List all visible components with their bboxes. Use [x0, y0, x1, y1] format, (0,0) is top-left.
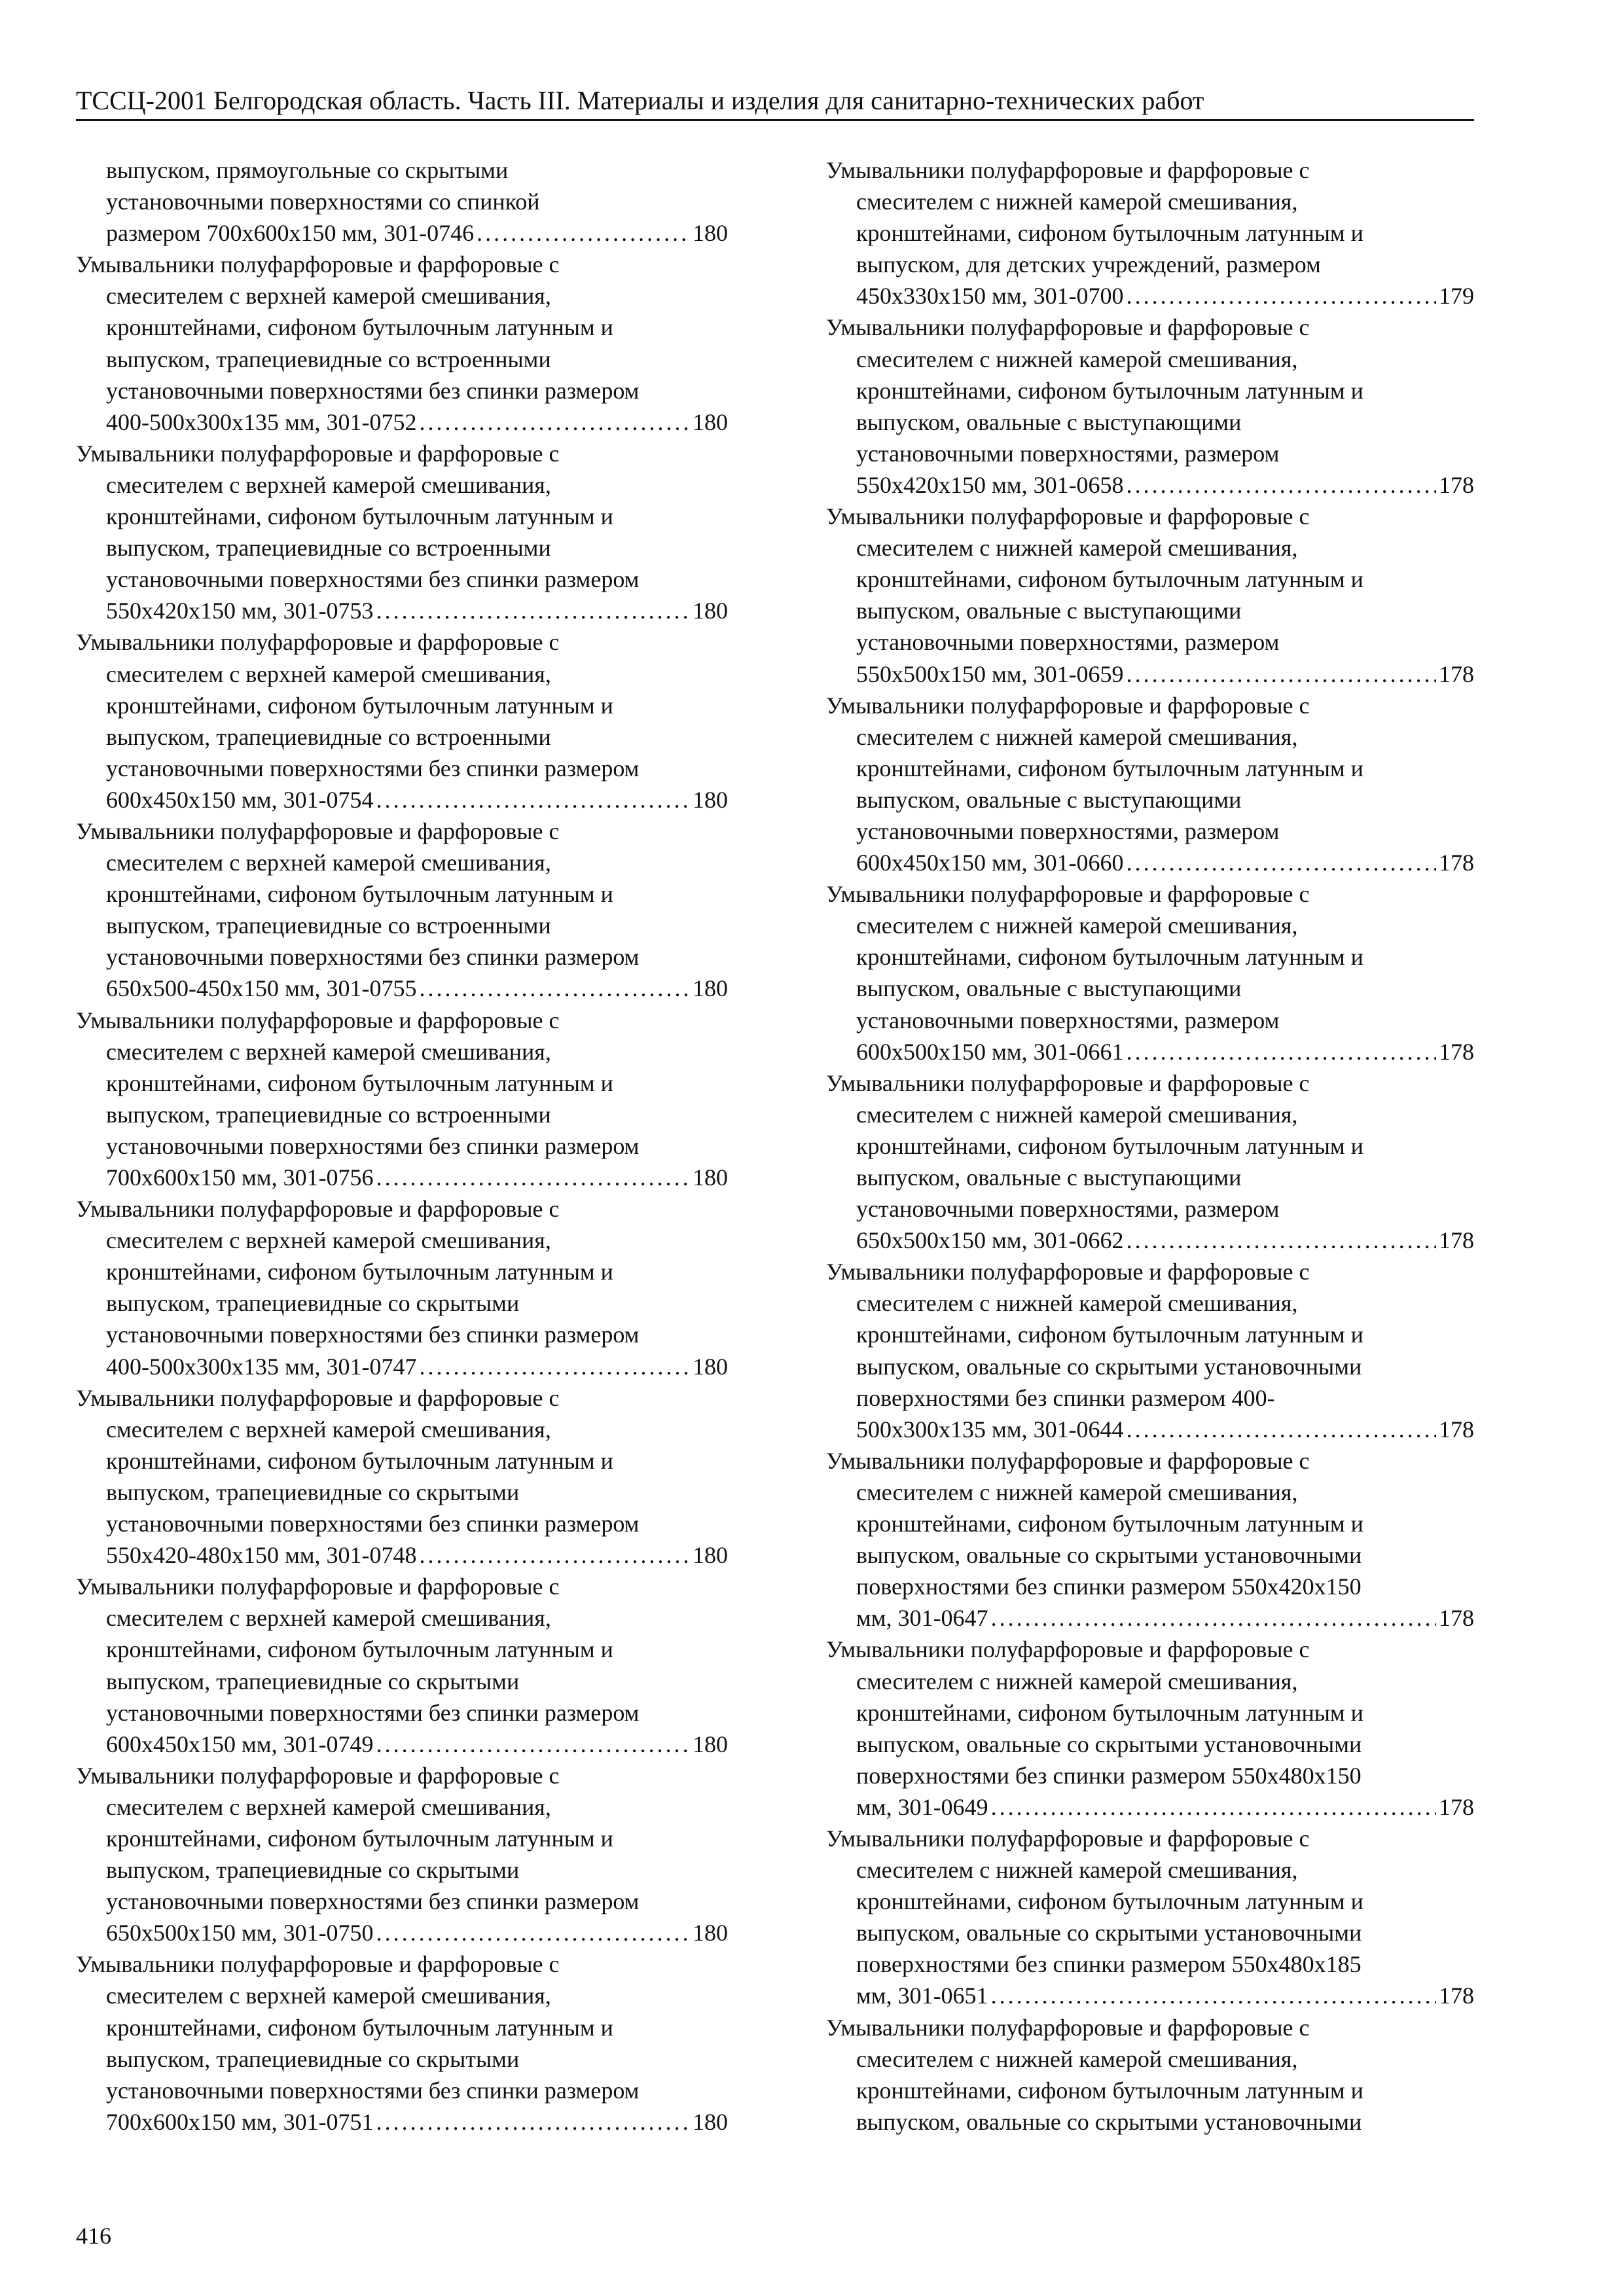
entry-line: смесителем с нижней камерой смешивания, [856, 1290, 1298, 1317]
index-entry [826, 154, 1474, 312]
entry-line [76, 1917, 728, 1948]
entry-line [826, 1980, 1474, 2011]
entry-line: поверхностями без спинки размером 550х480х150 [856, 1762, 1362, 1789]
entry-line [826, 658, 1474, 690]
entry-line: установочными поверхностями, размером [856, 440, 1280, 467]
entry-line: Умывальники полуфарфоровые и фарфоровые с [826, 157, 1310, 183]
entry-line: смесителем с верхней камерой смешивания, [106, 1605, 551, 1632]
entry-line: установочными поверхностями без спинки размером [106, 2077, 640, 2104]
entry-line: смесителем с верхней камерой смешивания, [106, 660, 551, 687]
entry-line: установочными поверхностями, размером [856, 1196, 1280, 1223]
entry-line: кронштейнами, сифоном бутылочным латунным и [856, 1321, 1363, 1348]
entry-line: выпуском, трапециевидные со скрытыми [106, 2045, 520, 2072]
entry-line: установочными поверхностями, размером [856, 817, 1280, 844]
entry-line: смесителем с верхней камерой смешивания, [106, 471, 551, 498]
entry-line: выпуском, трапециевидные со встроенными [106, 1101, 551, 1128]
entry-line: выпуском, трапециевидные со встроенными [106, 912, 551, 939]
entry-line [76, 595, 728, 626]
entry-line [76, 1162, 728, 1193]
entry-line: смесителем с нижней камерой смешивания, [856, 535, 1298, 562]
index-entry [76, 1193, 728, 1382]
entry-line: выпуском, овальные с выступающими [856, 1164, 1242, 1191]
dot-leader [1127, 280, 1436, 312]
entry-line: смесителем с нижней камерой смешивания, [856, 1668, 1298, 1695]
entry-line: кронштейнами, сифоном бутылочным латунным и [106, 1825, 613, 1852]
entry-line: выпуском, овальные со скрытыми установочными [856, 1731, 1362, 1757]
entry-line: Умывальники полуфарфоровые и фарфоровые с [826, 881, 1310, 908]
entry-line: Умывальники полуфарфоровые и фарфоровые с [76, 1196, 560, 1223]
entry-line: установочными поверхностями без спинки размером [106, 377, 640, 404]
entry-line: установочными поверхностями без спинки размером [106, 1888, 640, 1915]
entry-page-ref[interactable]: 178 [1439, 1982, 1474, 2009]
entry-page-ref[interactable]: 178 [1439, 1416, 1474, 1443]
entry-line: кронштейнами, сифоном бутылочным латунным и [106, 503, 613, 530]
index-column-left [76, 154, 728, 2138]
entry-line: кронштейнами, сифоном бутылочным латунным и [856, 2077, 1363, 2104]
entry-line: кронштейнами, сифоном бутылочным латунным и [856, 944, 1363, 971]
entry-line [76, 973, 728, 1004]
dot-leader [991, 1602, 1436, 1634]
entry-line [826, 1036, 1474, 1067]
entry-line: смесителем с нижней камерой смешивания, [856, 1101, 1298, 1128]
entry-line [76, 1539, 728, 1571]
entry-line: Умывальники полуфарфоровые и фарфоровые с [76, 1007, 560, 1033]
entry-text: 550х420х150 мм, 301-0753 [106, 598, 374, 624]
entry-line: выпуском, трапециевидные со встроенными [106, 346, 551, 372]
dot-leader [1127, 1414, 1436, 1445]
index-entry [826, 1823, 1474, 2012]
entry-line: установочными поверхностями, размером [856, 629, 1280, 656]
dot-leader [1127, 847, 1436, 878]
index-entry [76, 1382, 728, 1571]
entry-text: 550х420х150 мм, 301-0658 [856, 471, 1124, 498]
entry-page-ref[interactable]: 180 [693, 1164, 728, 1191]
entry-line [76, 1729, 728, 1760]
entry-page-ref[interactable]: 178 [1439, 1793, 1474, 1820]
dot-leader [376, 2106, 690, 2138]
index-entry [826, 878, 1474, 1067]
entry-line: выпуском, трапециевидные со встроенными [106, 535, 551, 562]
entry-line [826, 1225, 1474, 1256]
entry-line: кронштейнами, сифоном бутылочным латунным и [856, 1699, 1363, 1726]
entry-line: смесителем с нижней камерой смешивания, [856, 188, 1298, 215]
dot-leader [376, 595, 690, 626]
entry-line: установочными поверхностями без спинки размером [106, 755, 640, 781]
entry-page-ref[interactable]: 180 [693, 1920, 728, 1946]
index-entry [76, 816, 728, 1005]
entry-text: 600х450х150 мм, 301-0749 [106, 1731, 374, 1757]
entry-line: выпуском, прямоугольные со скрытыми [106, 157, 509, 183]
entry-line [76, 2106, 728, 2138]
entry-page-ref[interactable]: 180 [693, 598, 728, 624]
entry-line: кронштейнами, сифоном бутылочным латунным и [106, 692, 613, 719]
entry-line: выпуском, трапециевидные со скрытыми [106, 1668, 520, 1695]
entry-text: мм, 301-0649 [856, 1793, 988, 1820]
index-entry [76, 1571, 728, 1760]
index-entry [826, 312, 1474, 501]
entry-line: Умывальники полуфарфоровые и фарфоровые с [76, 1384, 560, 1411]
index-entry [826, 1256, 1474, 1445]
entry-line: установочными поверхностями, размером [856, 1007, 1280, 1033]
entry-line: кронштейнами, сифоном бутылочным латунным и [106, 1447, 613, 1474]
entry-line: кронштейнами, сифоном бутылочным латунным и [856, 1511, 1363, 1537]
dot-leader [376, 784, 690, 816]
entry-page-ref[interactable]: 180 [693, 786, 728, 813]
dot-leader [477, 217, 690, 249]
entry-line: выпуском, овальные с выступающими [856, 786, 1242, 813]
dot-leader [1127, 658, 1436, 690]
entry-line: Умывальники полуфарфоровые и фарфоровые с [826, 692, 1310, 719]
entry-line [826, 847, 1474, 878]
entry-line: кронштейнами, сифоном бутылочным латунным и [106, 2014, 613, 2041]
running-header: ТССЦ-2001 Белгородская область. Часть III. Материалы и изделия для санитарно-технических работ [76, 86, 1204, 115]
index-entry [76, 249, 728, 438]
entry-text: 600х450х150 мм, 301-0660 [856, 850, 1124, 876]
entry-line: смесителем с верхней камерой смешивания, [106, 1038, 551, 1065]
entry-line: Умывальники полуфарфоровые и фарфоровые с [826, 1069, 1310, 1096]
entry-line: Умывальники полуфарфоровые и фарфоровые с [826, 1636, 1310, 1663]
entry-line: выпуском, овальные со скрытыми установочными [856, 1542, 1362, 1569]
entry-line: выпуском, трапециевидные со скрытыми [106, 1479, 520, 1505]
entry-text: 600х450х150 мм, 301-0754 [106, 786, 374, 813]
index-entry [826, 1634, 1474, 1823]
dot-leader [1127, 1036, 1436, 1067]
entry-text: 550х420-480х150 мм, 301-0748 [106, 1542, 417, 1569]
entry-line: Умывальники полуфарфоровые и фарфоровые с [76, 251, 560, 278]
dot-leader [420, 1539, 690, 1571]
entry-text: размером 700х600х150 мм, 301-0746 [106, 220, 475, 247]
entry-line: смесителем с верхней камерой смешивания, [106, 1416, 551, 1443]
dot-leader [1127, 1225, 1436, 1256]
entry-line: смесителем с верхней камерой смешивания, [106, 1793, 551, 1820]
entry-line [76, 1351, 728, 1382]
entry-line: установочными поверхностями без спинки размером [106, 1321, 640, 1348]
entry-line: кронштейнами, сифоном бутылочным латунным и [106, 314, 613, 341]
entry-line [826, 469, 1474, 501]
index-entry [76, 626, 728, 816]
index-entry [826, 501, 1474, 690]
entry-line: смесителем с верхней камерой смешивания, [106, 283, 551, 310]
entry-line: смесителем с нижней камерой смешивания, [856, 723, 1298, 750]
entry-line: поверхностями без спинки размером 550х480х185 [856, 1951, 1362, 1978]
entry-line: кронштейнами, сифоном бутылочным латунным и [856, 1132, 1363, 1159]
entry-text: 500х300х135 мм, 301-0644 [856, 1416, 1124, 1443]
dot-leader [420, 406, 690, 438]
entry-line [76, 784, 728, 816]
entry-line: смесителем с нижней камерой смешивания, [856, 912, 1298, 939]
entry-line: смесителем с верхней камерой смешивания, [106, 850, 551, 876]
entry-line: выпуском, трапециевидные со скрытыми [106, 1290, 520, 1317]
dot-leader [1127, 469, 1436, 501]
entry-line: выпуском, овальные со скрытыми установочными [856, 2108, 1362, 2135]
entry-line [826, 1414, 1474, 1445]
dot-leader [376, 1917, 690, 1948]
index-entry [76, 1760, 728, 1949]
entry-line: выпуском, овальные с выступающими [856, 975, 1242, 1002]
entry-page-ref[interactable]: 180 [693, 1353, 728, 1380]
entry-page-ref[interactable]: 180 [693, 408, 728, 435]
index-entry [826, 690, 1474, 879]
entry-line: смесителем с нижней камерой смешивания, [856, 2045, 1298, 2072]
entry-line: Умывальники полуфарфоровые и фарфоровые с [826, 1259, 1310, 1285]
entry-line: смесителем с нижней камерой смешивания, [856, 1857, 1298, 1884]
entry-line: кронштейнами, сифоном бутылочным латунным и [856, 377, 1363, 404]
entry-page-ref[interactable]: 180 [693, 1542, 728, 1569]
entry-line: кронштейнами, сифоном бутылочным латунным и [856, 220, 1363, 247]
index-entry [76, 154, 728, 249]
entry-line: установочными поверхностями со спинкой [106, 188, 540, 215]
entry-page-ref[interactable]: 178 [1439, 1038, 1474, 1065]
entry-line: Умывальники полуфарфоровые и фарфоровые с [76, 629, 560, 656]
entry-line: выпуском, трапециевидные со встроенными [106, 723, 551, 750]
entry-line: Умывальники полуфарфоровые и фарфоровые с [76, 817, 560, 844]
entry-line: смесителем с нижней камерой смешивания, [856, 346, 1298, 372]
entry-line: выпуском, овальные с выступающими [856, 598, 1242, 624]
entry-page-ref[interactable]: 179 [1439, 283, 1474, 310]
entry-line: кронштейнами, сифоном бутылочным латунным и [106, 1069, 613, 1096]
dot-leader [991, 1791, 1436, 1823]
entry-line: установочными поверхностями без спинки размером [106, 1132, 640, 1159]
entry-line: смесителем с верхней камерой смешивания, [106, 1227, 551, 1254]
entry-page-ref[interactable]: 180 [693, 975, 728, 1002]
entry-page-ref[interactable]: 180 [693, 1731, 728, 1757]
entry-line [826, 280, 1474, 312]
entry-line: кронштейнами, сифоном бутылочным латунным и [106, 1636, 613, 1663]
entry-text: 600х500х150 мм, 301-0661 [856, 1038, 1124, 1065]
entry-line: смесителем с нижней камерой смешивания, [856, 1479, 1298, 1505]
entry-line: установочными поверхностями без спинки размером [106, 944, 640, 971]
entry-line: Умывальники полуфарфоровые и фарфоровые с [76, 440, 560, 467]
entry-line: установочными поверхностями без спинки размером [106, 1511, 640, 1537]
index-entry [76, 1005, 728, 1194]
entry-text: 700х600х150 мм, 301-0756 [106, 1164, 374, 1191]
index-entry [826, 1445, 1474, 1634]
entry-line: кронштейнами, сифоном бутылочным латунным и [856, 566, 1363, 593]
entry-text: 650х500х150 мм, 301-0662 [856, 1227, 1124, 1254]
entry-page-ref[interactable]: 178 [1439, 1227, 1474, 1254]
entry-line [76, 406, 728, 438]
entry-text: 650х500х150 мм, 301-0750 [106, 1920, 374, 1946]
entry-line: кронштейнами, сифоном бутылочным латунным и [106, 1259, 613, 1285]
entry-page-ref[interactable]: 178 [1439, 471, 1474, 498]
entry-line: выпуском, овальные с выступающими [856, 408, 1242, 435]
entry-page-ref[interactable]: 180 [693, 2108, 728, 2135]
entry-text: мм, 301-0647 [856, 1605, 988, 1632]
dot-leader [376, 1162, 690, 1193]
index-entry [826, 1067, 1474, 1257]
entry-text: 450х330х150 мм, 301-0700 [856, 283, 1124, 310]
entry-line: кронштейнами, сифоном бутылочным латунным и [856, 755, 1363, 781]
entry-line: поверхностями без спинки размером 400- [856, 1384, 1275, 1411]
entry-text: 650х500-450х150 мм, 301-0755 [106, 975, 417, 1002]
dot-leader [420, 1351, 690, 1382]
entry-line: Умывальники полуфарфоровые и фарфоровые с [76, 1573, 560, 1600]
entry-line: Умывальники полуфарфоровые и фарфоровые с [826, 503, 1310, 530]
dot-leader [376, 1729, 690, 1760]
entry-line: Умывальники полуфарфоровые и фарфоровые с [826, 2014, 1310, 2041]
entry-page-ref[interactable]: 178 [1439, 1605, 1474, 1632]
dot-leader [420, 973, 690, 1004]
dot-leader [991, 1980, 1436, 2011]
header-rule [76, 119, 1474, 121]
entry-line: выпуском, овальные со скрытыми установочными [856, 1353, 1362, 1380]
entry-text: 550х500х150 мм, 301-0659 [856, 660, 1124, 687]
entry-line: установочными поверхностями без спинки размером [106, 566, 640, 593]
entry-line: Умывальники полуфарфоровые и фарфоровые с [826, 1825, 1310, 1852]
entry-text: 400-500х300х135 мм, 301-0752 [106, 408, 417, 435]
index-entry [76, 1948, 728, 2138]
entry-line: смесителем с верхней камерой смешивания, [106, 1982, 551, 2009]
entry-line: выпуском, овальные со скрытыми установочными [856, 1920, 1362, 1946]
entry-page-ref[interactable]: 178 [1439, 850, 1474, 876]
entry-line: Умывальники полуфарфоровые и фарфоровые с [826, 1447, 1310, 1474]
entry-line: Умывальники полуфарфоровые и фарфоровые с [76, 1951, 560, 1978]
entry-line [76, 217, 728, 249]
index-column-right [826, 154, 1474, 2138]
index-entry [826, 2012, 1474, 2138]
entry-text: 400-500х300х135 мм, 301-0747 [106, 1353, 417, 1380]
entry-page-ref[interactable]: 180 [693, 220, 728, 247]
entry-line: установочными поверхностями без спинки размером [106, 1699, 640, 1726]
entry-line: выпуском, трапециевидные со скрытыми [106, 1857, 520, 1884]
entry-text: 700х600х150 мм, 301-0751 [106, 2108, 374, 2135]
entry-line: кронштейнами, сифоном бутылочным латунным и [106, 881, 613, 908]
entry-line: Умывальники полуфарфоровые и фарфоровые с [76, 1762, 560, 1789]
entry-text: мм, 301-0651 [856, 1982, 988, 2009]
entry-line: поверхностями без спинки размером 550х420х150 [856, 1573, 1362, 1600]
page-number: 416 [76, 2223, 111, 2249]
entry-line [826, 1602, 1474, 1634]
entry-line [826, 1791, 1474, 1823]
entry-line: Умывальники полуфарфоровые и фарфоровые с [826, 314, 1310, 341]
entry-line: выпуском, для детских учреждений, размером [856, 251, 1321, 278]
entry-page-ref[interactable]: 178 [1439, 660, 1474, 687]
entry-line: кронштейнами, сифоном бутылочным латунным и [856, 1888, 1363, 1915]
index-entry [76, 438, 728, 627]
